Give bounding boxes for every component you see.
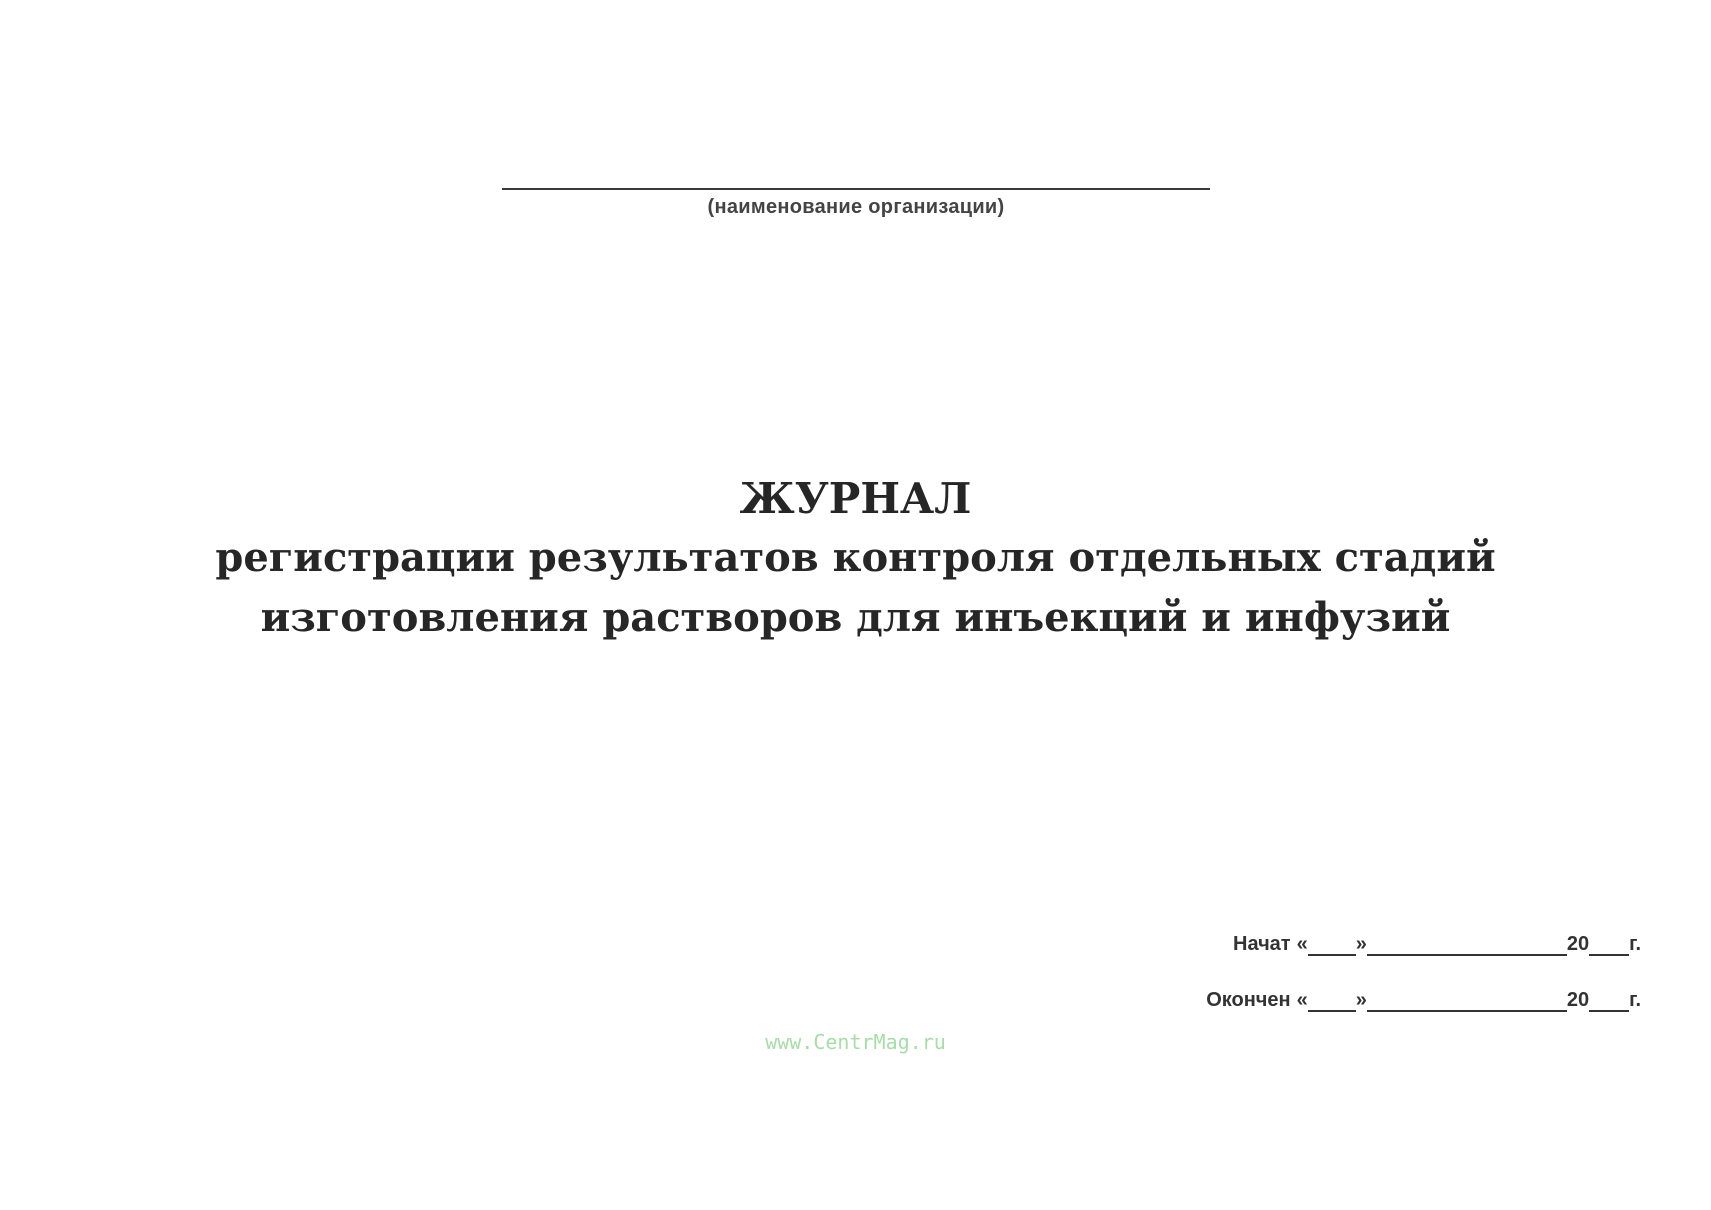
- ended-day-blank: [1308, 992, 1356, 1012]
- year-prefix: 20: [1566, 933, 1590, 955]
- title-main: ЖУРНАЛ: [739, 474, 972, 523]
- started-day-blank: [1308, 936, 1356, 956]
- year-suffix: г.: [1629, 989, 1641, 1011]
- year-prefix: 20: [1566, 989, 1590, 1011]
- quote-open: «: [1296, 989, 1308, 1011]
- date-fields: [1206, 932, 1641, 1044]
- ended-year-blank: [1589, 992, 1629, 1012]
- document-title: [0, 470, 1711, 648]
- quote-open: «: [1296, 933, 1308, 955]
- organization-name-line: [502, 188, 1210, 190]
- ended-date-row: [1206, 988, 1641, 1012]
- year-suffix: г.: [1629, 933, 1641, 955]
- started-date-row: [1206, 932, 1641, 956]
- started-year-blank: [1589, 936, 1629, 956]
- started-month-blank: [1367, 936, 1567, 956]
- quote-close: »: [1355, 933, 1367, 955]
- started-label: Начат: [1233, 933, 1291, 955]
- watermark: www.CentrMag.ru: [765, 1030, 946, 1054]
- organization-block: [502, 188, 1210, 219]
- ended-month-blank: [1367, 992, 1567, 1012]
- title-line-2: изготовления растворов для инъекций и инфузий: [260, 594, 1451, 641]
- organization-caption: (наименование организации): [707, 196, 1005, 218]
- title-line-1: регистрации результатов контроля отдельных стадий: [215, 534, 1496, 581]
- ended-label: Окончен: [1206, 989, 1291, 1011]
- quote-close: »: [1355, 989, 1367, 1011]
